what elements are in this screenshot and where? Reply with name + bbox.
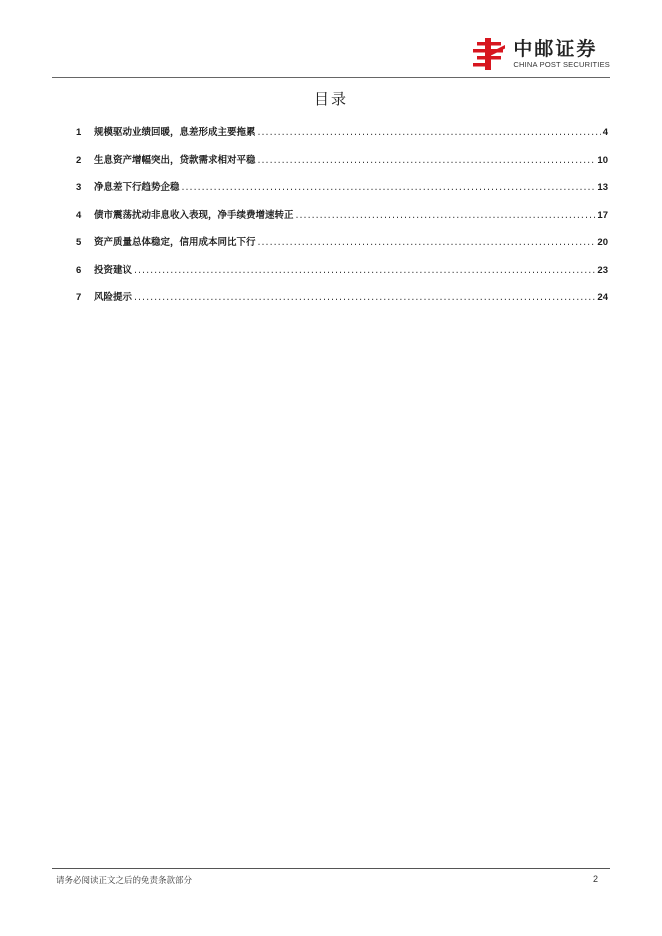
toc-entry-3[interactable] [76,179,608,207]
toc-entry-title: 资产质量总体稳定，信用成本同比下行 [94,237,256,248]
table-of-contents [76,124,608,317]
toc-entry-title: 生息资产增幅突出，贷款需求相对平稳 [94,154,256,166]
toc-entry-1[interactable] [76,124,608,152]
toc-entry-title: 规模驱动业绩回暖，息差形成主要拖累 [94,127,256,138]
toc-entry-page: 23 [597,264,608,276]
toc-dot-leader [258,155,596,166]
company-logo [471,36,610,72]
toc-dot-leader [258,127,601,138]
toc-entry-5[interactable] [76,234,608,262]
toc-entry-6[interactable] [76,262,608,290]
logo-chinese-name: 中邮证券 [513,38,598,60]
header-divider [52,77,610,78]
toc-entry-page: 4 [602,127,608,138]
toc-dot-leader [134,265,595,276]
toc-dot-leader [182,182,596,193]
toc-entry-title: 风险提示 [94,292,133,303]
toc-dot-leader [258,237,596,248]
toc-entry-2[interactable] [76,152,608,180]
toc-entry-page: 13 [597,182,608,193]
toc-entry-number: 6 [76,264,82,276]
toc-entry-page: 17 [597,209,608,221]
logo-english-name: CHINA POST SECURITIES [513,60,610,69]
toc-entry-page: 20 [597,237,608,248]
toc-entry-number: 4 [76,209,82,221]
toc-entry-number: 3 [76,182,82,193]
toc-entry-number: 1 [76,127,82,138]
toc-title: 目录 [313,90,348,108]
toc-entry-title: 净息差下行趋势企稳 [94,182,180,193]
toc-dot-leader [296,210,596,221]
toc-entry-7[interactable] [76,289,608,317]
footer-disclaimer: 请务必阅读正文之后的免责条款部分 [56,876,193,886]
toc-entry-number: 7 [76,292,82,303]
china-post-logo-icon [471,36,507,72]
footer-divider [52,868,610,869]
toc-entry-title: 投资建议 [94,264,133,276]
toc-entry-page: 24 [597,292,608,303]
page-number: 2 [592,874,598,884]
toc-dot-leader [134,292,595,303]
toc-entry-page: 10 [597,154,608,166]
toc-entry-4[interactable] [76,207,608,235]
toc-entry-title: 债市震荡扰动非息收入表现，净手续费增速转正 [94,209,294,221]
toc-entry-number: 2 [76,154,82,166]
toc-entry-number: 5 [76,237,82,248]
